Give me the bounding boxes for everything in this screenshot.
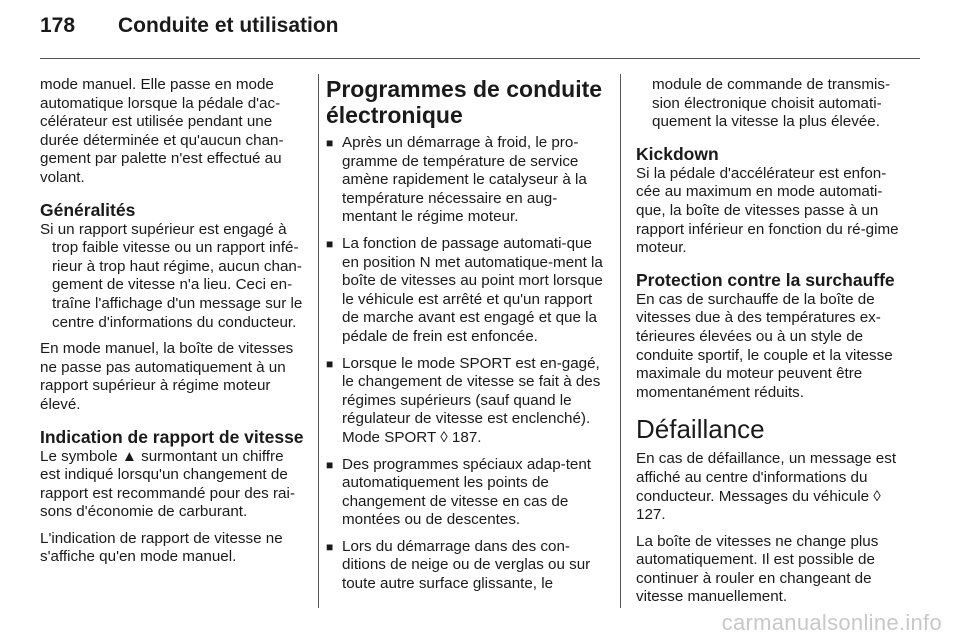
paragraph-protection: En cas de surchauffe de la boîte de vitesses due à des températures ex-térieures élevées ou à un style de conduite sportif, le couple et la vitesse maximale du moteur peuvent être momentanément réduits. [636,290,893,401]
page-number: 178 [40,14,76,37]
header-divider [40,58,920,59]
paragraph-generalites: Si un rapport supérieur est engagé à trop faible vitesse ou un rapport infé-rieur à trop haut régime, aucun chan-gement de vitesse n'a lieu. Ceci en-traîne l'affichage d'un message sur le centre d'informations du conducteur. [40,220,303,331]
column-2 [326,76,604,602]
list-item-text: Des programmes spéciaux adap-tent automatiquement les points de changement de vitesse en cas de montées ou de descentes. [342,455,592,529]
bullet-icon: ■ [326,136,334,150]
page-header [40,14,339,50]
heading-indication: Indication de rapport de vitesse [40,426,304,447]
paragraph-manual-upshift: En mode manuel, la boîte de vitesses ne passe pas automatiquement à un rapport supérieur à régime moteur élevé. [40,340,294,413]
column-divider-1 [318,74,319,608]
bullet-icon: ■ [326,236,334,251]
paragraph-indication-manual: L'indication de rapport de vitesse ne s'affiche qu'en mode manuel. [40,529,283,566]
heading-programmes: Programmes de conduite électronique [326,76,603,128]
list-item [326,134,604,227]
list-item [326,456,604,530]
column-1 [40,76,304,575]
list-item-text: La fonction de passage automati-que en position N met automatique-ment la boîte de vitesses au point mort lorsque le véhicule est arrêté et qu'un rapport de marche avant est engagé et que la pédale de frein est enfoncée. [342,234,603,345]
list-item-text: Après un démarrage à froid, le pro-gramme de température de service amène rapidement le catalyseur à la température nécessaire en aug-mentant le régime moteur. [342,134,587,226]
list-item [326,235,604,347]
paragraph-indication: Le symbole ▲ surmontant un chiffre est indiqué lorsqu'un changement de rapport est recommandé pour des rai-sons d'économie de carburant. [40,447,295,521]
page-title: Conduite et utilisation [118,14,339,37]
paragraph-kickdown: Si la pédale d'accélérateur est enfon-cée au maximum en mode automati-que, la boîte de vitesses passe à un rapport inférieur en fonction du ré-gime moteur. [636,164,899,257]
column-3 [636,76,904,615]
bullet-icon: ■ [326,457,334,472]
paragraph-defaillance-2: La boîte de vitesses ne change plus automatiquement. Il est possible de continuer à rouler en changeant de vitesse manuellement. [636,532,879,606]
paragraph-manual-mode: mode manuel. Elle passe en mode automatique lorsque la pédale d'ac-célérateur est utilisée pendant une durée déterminée et qu'aucun chan-gement par palette n'est effectué au volant. [40,76,284,186]
heading-protection: Protection contre la surchauffe [636,269,895,290]
list-item [326,538,604,594]
heading-generalites: Généralités [40,199,136,220]
column-divider-2 [620,74,621,608]
watermark: carmanualsonline.info [721,610,942,635]
heading-kickdown: Kickdown [636,143,719,164]
programmes-list [326,134,604,594]
paragraph-defaillance-1: En cas de défaillance, un message est affiché au centre d'informations du conducteur. Messages du véhicule ◊ 127. [636,450,897,524]
list-item-text: Lorsque le mode SPORT est en-gagé, le changement de vitesse se fait à des régimes supérieurs (sauf quand le régulateur de vitesse est enclenché). Mode SPORT ◊ 187. [342,354,601,446]
list-item [326,355,604,448]
list-item-continuation: module de commande de transmis-sion électronique choisit automati-quement la vitesse la plus élevée. [652,76,891,131]
bullet-icon: ■ [326,356,334,371]
heading-defaillance: Défaillance [636,414,765,445]
bullet-icon: ■ [326,539,334,554]
list-item-text: Lors du démarrage dans des con-ditions de neige ou de verglas ou sur toute autre surface glissante, le [342,537,591,593]
